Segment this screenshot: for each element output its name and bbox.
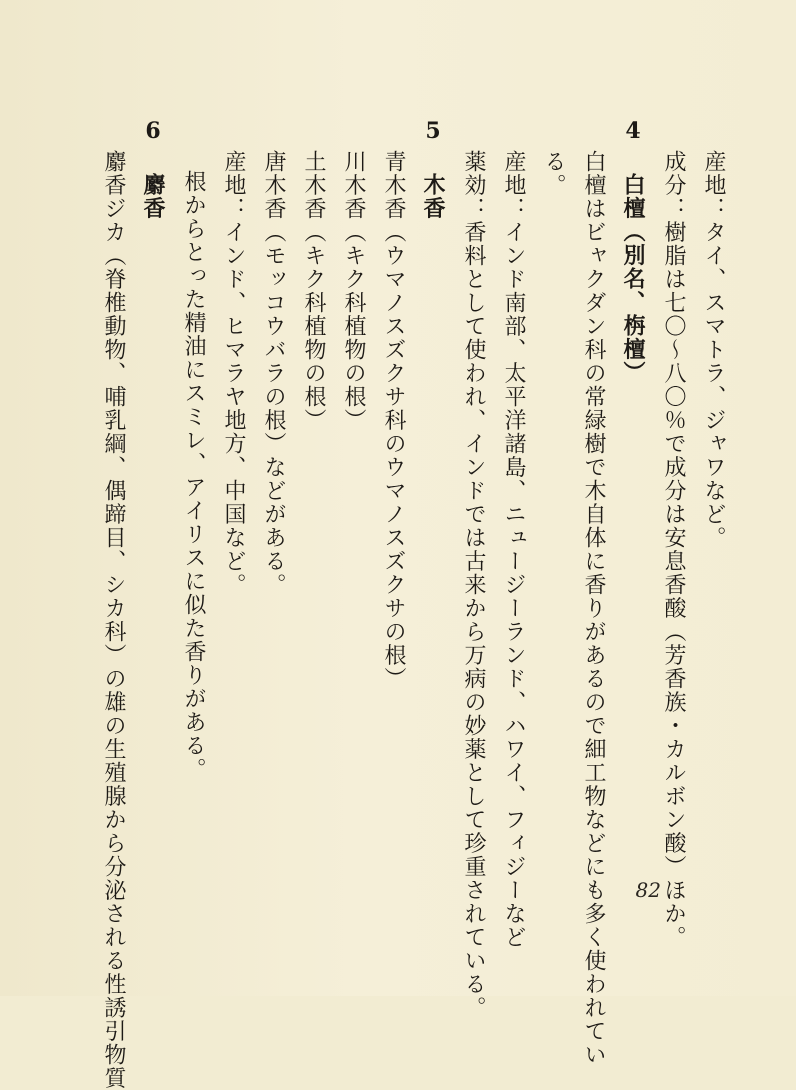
text-line-efficacy: 薬効：香料として使われ、インドでは古来から万病の妙薬として珍重されている。 [461, 150, 486, 1020]
heading-mokko: 5 木香 [420, 118, 446, 220]
heading-musk: 6 麝香 [140, 118, 166, 220]
text-line-essential-oil: 根からとった精油にスミレ、アイリスに似た香りがある。 [181, 170, 206, 781]
text-line-musk-deer: 麝香ジカ（脊椎動物、哺乳綱、偶蹄目、シカ科）の雄の生殖腺から分泌される性誘引物質 [101, 150, 126, 1090]
text-line-origin-1: 産地：タイ、スマトラ、ジャワなど。 [701, 150, 726, 550]
text-line-origin-2: 産地：インド南部、太平洋諸島、ニュージーランド、ハワイ、フィジーなど [501, 150, 526, 949]
text-line-composition-1: 成分：樹脂は七〇～八〇％で成分は安息香酸（芳香族・カルボン酸）ほか。 [661, 150, 686, 949]
text-line-domokko: 土木香（キク科植物の根） [301, 150, 326, 432]
text-line-tomokko: 唐木香（モッコウバラの根）などがある。 [261, 150, 286, 597]
text-line-sandalwood-desc-cont: る。 [541, 150, 566, 197]
page-number: 82 [635, 878, 661, 902]
text-line-seimokko: 青木香（ウマノスズクサ科のウマノスズクサの根） [381, 150, 406, 691]
heading-sandalwood: 4 白檀（別名、栴檀） [620, 118, 646, 385]
text-line-origin-3: 産地：インド、ヒマラヤ地方、中国など。 [221, 150, 246, 597]
text-line-senmokko: 川木香（キク科植物の根） [341, 150, 366, 432]
text-line-sandalwood-desc: 白檀はビャクダン科の常緑樹で木自体に香りがあるので細工物などにも多く使われてい [581, 150, 606, 1067]
